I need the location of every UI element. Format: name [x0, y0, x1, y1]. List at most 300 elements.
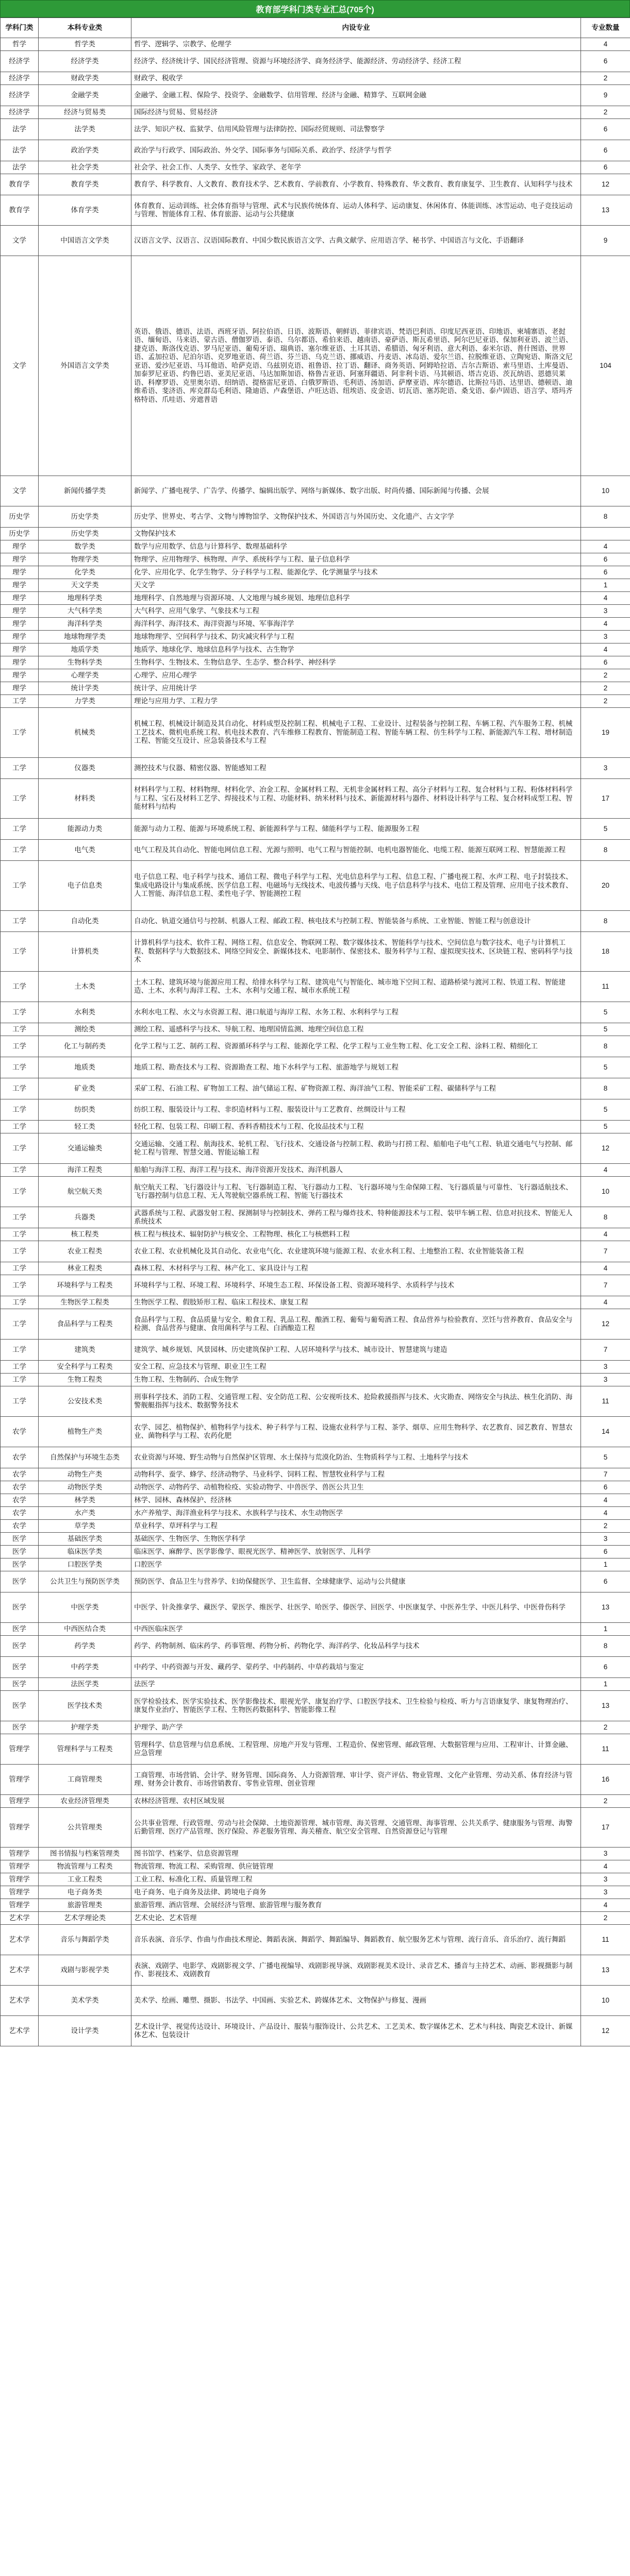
cell-category: 工学	[1, 1361, 39, 1374]
table-row	[1, 140, 630, 161]
cell-category: 工学	[1, 1241, 39, 1262]
table-row	[1, 1721, 630, 1734]
cell-category: 理学	[1, 579, 39, 592]
cell-class: 兵器类	[39, 1207, 131, 1228]
cell-majors: 计算机科学与技术、软件工程、网络工程、信息安全、物联网工程、数字媒体技术、智能科学与技术、空间信息与数字技术、电子与计算机工程、数据科学与大数据技术、网络空间安全、新媒体技术、电影制作、保密技术、服务科学与工程、虚拟现实技术、区块链工程、密码科学与技术	[131, 932, 581, 972]
cell-class: 工商管理类	[39, 1765, 131, 1795]
table-row	[1, 1481, 630, 1494]
cell-class: 中药学类	[39, 1657, 131, 1678]
cell-class: 化学类	[39, 566, 131, 579]
cell-category: 历史学	[1, 506, 39, 528]
table-row	[1, 1986, 630, 2016]
table-title: 教育部学科门类专业汇总(705个)	[0, 0, 630, 18]
cell-count: 6	[581, 1571, 630, 1592]
cell-count: 4	[581, 1228, 630, 1241]
cell-count: 7	[581, 1275, 630, 1296]
table-row	[1, 1262, 630, 1275]
cell-category: 文学	[1, 256, 39, 476]
cell-class: 大气科学类	[39, 605, 131, 618]
cell-category: 管理学	[1, 1795, 39, 1808]
cell-count: 2	[581, 669, 630, 682]
cell-category: 工学	[1, 1340, 39, 1361]
cell-category: 法学	[1, 119, 39, 140]
cell-category: 工学	[1, 758, 39, 779]
cell-class: 电气类	[39, 840, 131, 861]
cell-majors: 国际经济与贸易、贸易经济	[131, 106, 581, 119]
header-class: 本科专业类	[39, 18, 131, 38]
cell-majors: 文物保护技术	[131, 528, 581, 540]
table-row	[1, 72, 630, 85]
table-row	[1, 506, 630, 528]
table-row	[1, 1078, 630, 1099]
table-row	[1, 861, 630, 911]
cell-majors: 草业科学、草坪科学与工程	[131, 1520, 581, 1533]
cell-category: 农学	[1, 1481, 39, 1494]
cell-category: 医学	[1, 1636, 39, 1657]
cell-majors: 电气工程及其自动化、智能电网信息工程、光源与照明、电气工程与智能控制、电机电器智能化、电缆工程、能源互联网工程、智慧能源工程	[131, 840, 581, 861]
cell-majors: 测控技术与仪器、精密仪器、智能感知工程	[131, 758, 581, 779]
cell-category: 理学	[1, 553, 39, 566]
cell-count: 11	[581, 1734, 630, 1765]
table-row	[1, 195, 630, 226]
cell-count: 18	[581, 932, 630, 972]
cell-category: 理学	[1, 605, 39, 618]
cell-category: 理学	[1, 566, 39, 579]
cell-category: 工学	[1, 861, 39, 911]
table-row	[1, 566, 630, 579]
cell-class: 轻工类	[39, 1121, 131, 1133]
table-row	[1, 1177, 630, 1207]
cell-class: 临床医学类	[39, 1546, 131, 1558]
cell-class: 数学类	[39, 540, 131, 553]
cell-class: 计算机类	[39, 932, 131, 972]
table-row	[1, 1296, 630, 1309]
cell-class: 纺织类	[39, 1099, 131, 1121]
table-row	[1, 708, 630, 758]
cell-count: 5	[581, 819, 630, 840]
cell-class: 经济与贸易类	[39, 106, 131, 119]
table-row	[1, 106, 630, 119]
cell-majors: 食品科学与工程、食品质量与安全、粮食工程、乳品工程、酿酒工程、葡萄与葡萄酒工程、食品营养与检验教育、烹饪与营养教育、食品安全与检测、食品营养与健康、食用菌科学与工程、白酒酿造工程	[131, 1309, 581, 1340]
cell-majors: 采矿工程、石油工程、矿物加工工程、油气储运工程、矿物资源工程、海洋油气工程、智能采矿工程、碳储科学与工程	[131, 1078, 581, 1099]
table-row	[1, 38, 630, 51]
cell-class: 地质学类	[39, 643, 131, 656]
cell-count: 8	[581, 840, 630, 861]
cell-count: 10	[581, 1177, 630, 1207]
table-row	[1, 618, 630, 631]
cell-class: 动物医学类	[39, 1481, 131, 1494]
cell-class: 统计学类	[39, 682, 131, 695]
cell-majors: 公共事业管理、行政管理、劳动与社会保障、土地资源管理、城市管理、海关管理、交通管理、海事管理、公共关系学、健康服务与管理、海警后勤管理、医疗产品管理、医疗保险、养老服务管理、海关稽查、航空安全管理、自然资源登记与管理	[131, 1808, 581, 1848]
table-row	[1, 819, 630, 840]
table-row	[1, 1374, 630, 1386]
cell-count: 5	[581, 1023, 630, 1036]
cell-category: 医学	[1, 1558, 39, 1571]
cell-category: 管理学	[1, 1886, 39, 1899]
table-row	[1, 1848, 630, 1860]
cell-majors: 哲学、逻辑学、宗教学、伦理学	[131, 38, 581, 51]
table-row	[1, 1546, 630, 1558]
cell-class: 法医学类	[39, 1678, 131, 1691]
table-row	[1, 779, 630, 819]
cell-majors: 海洋科学、海洋技术、海洋资源与环境、军事海洋学	[131, 618, 581, 631]
cell-class: 经济学类	[39, 51, 131, 72]
cell-class: 林业工程类	[39, 1262, 131, 1275]
cell-count: 19	[581, 708, 630, 758]
table-row	[1, 1133, 630, 1164]
cell-count: 17	[581, 1808, 630, 1848]
cell-class: 外国语言文学类	[39, 256, 131, 476]
cell-category: 管理学	[1, 1848, 39, 1860]
cell-count: 3	[581, 631, 630, 643]
cell-majors: 法医学	[131, 1678, 581, 1691]
cell-majors: 地质学、地球化学、地球信息科学与技术、古生物学	[131, 643, 581, 656]
table-row	[1, 656, 630, 669]
cell-category: 理学	[1, 656, 39, 669]
cell-majors: 农业工程、农业机械化及其自动化、农业电气化、农业建筑环境与能源工程、农业水利工程、土地整治工程、农业智能装备工程	[131, 1241, 581, 1262]
cell-majors: 医学检验技术、医学实验技术、医学影像技术、眼视光学、康复治疗学、口腔医学技术、卫生检验与检疫、听力与言语康复学、康复物理治疗、康复作业治疗、智能医学工程、生物医药数据科学、智能影像工程	[131, 1691, 581, 1721]
cell-category: 农学	[1, 1507, 39, 1520]
table-row	[1, 1057, 630, 1078]
cell-category: 经济学	[1, 85, 39, 106]
cell-count: 7	[581, 1241, 630, 1262]
cell-majors: 物理学、应用物理学、核物理、声学、系统科学与工程、量子信息科学	[131, 553, 581, 566]
cell-majors: 数学与应用数学、信息与计算科学、数理基础科学	[131, 540, 581, 553]
cell-class: 植物生产类	[39, 1417, 131, 1447]
cell-category: 文学	[1, 476, 39, 506]
table-row	[1, 1002, 630, 1023]
cell-class: 财政学类	[39, 72, 131, 85]
cell-count: 3	[581, 1873, 630, 1886]
cell-majors: 航空航天工程、飞行器设计与工程、飞行器制造工程、飞行器动力工程、飞行器环境与生命保障工程、飞行器质量与可靠性、飞行器适航技术、飞行器控制与信息工程、无人驾驶航空器系统工程、智能飞行器技术	[131, 1177, 581, 1207]
cell-count: 1	[581, 579, 630, 592]
cell-class: 食品科学与工程类	[39, 1309, 131, 1340]
cell-class: 材料类	[39, 779, 131, 819]
table-row	[1, 1417, 630, 1447]
cell-class: 草学类	[39, 1520, 131, 1533]
cell-class: 林学类	[39, 1494, 131, 1507]
cell-category: 理学	[1, 682, 39, 695]
cell-class: 政治学类	[39, 140, 131, 161]
cell-class: 自动化类	[39, 911, 131, 932]
cell-majors: 生物医学工程、假肢矫形工程、临床工程技术、康复工程	[131, 1296, 581, 1309]
cell-majors: 动物科学、蚕学、蜂学、经济动物学、马业科学、饲料工程、智慧牧业科学与工程	[131, 1468, 581, 1481]
cell-count: 6	[581, 119, 630, 140]
cell-class: 地球物理学类	[39, 631, 131, 643]
table-row	[1, 1899, 630, 1912]
cell-majors: 材料科学与工程、材料物理、材料化学、冶金工程、金属材料工程、无机非金属材料工程、高分子材料与工程、复合材料与工程、粉体材料科学与工程、宝石及材料工艺学、焊接技术与工程、功能材料、纳米材料与技术、新能源材料与器件、材料设计科学与工程、复合材料成型工程、智能材料与结构	[131, 779, 581, 819]
cell-count: 3	[581, 605, 630, 618]
cell-category: 管理学	[1, 1860, 39, 1873]
table-row	[1, 1765, 630, 1795]
cell-count: 2	[581, 72, 630, 85]
table-row	[1, 1309, 630, 1340]
table-row	[1, 1592, 630, 1623]
cell-class: 海洋科学类	[39, 618, 131, 631]
cell-class: 交通运输类	[39, 1133, 131, 1164]
table-row	[1, 1734, 630, 1765]
cell-majors: 农学、园艺、植物保护、植物科学与技术、种子科学与工程、设施农业科学与工程、茶学、烟草、应用生物科学、农艺教育、园艺教育、智慧农业、菌物科学与工程、农药化肥	[131, 1417, 581, 1447]
cell-class: 农业经济管理类	[39, 1795, 131, 1808]
cell-count: 6	[581, 140, 630, 161]
cell-category: 农学	[1, 1520, 39, 1533]
cell-count: 12	[581, 1309, 630, 1340]
cell-category: 医学	[1, 1657, 39, 1678]
cell-class: 历史学类	[39, 506, 131, 528]
cell-category: 工学	[1, 1164, 39, 1177]
cell-class: 心理学类	[39, 669, 131, 682]
cell-majors: 地理科学、自然地理与资源环境、人文地理与城乡规划、地理信息科学	[131, 592, 581, 605]
cell-class: 仪器类	[39, 758, 131, 779]
cell-category: 管理学	[1, 1899, 39, 1912]
cell-class: 社会学类	[39, 161, 131, 174]
cell-class: 教育学类	[39, 174, 131, 195]
table-row	[1, 226, 630, 256]
table-row	[1, 1623, 630, 1636]
cell-count: 4	[581, 592, 630, 605]
cell-majors: 理论与应用力学、工程力学	[131, 695, 581, 708]
cell-count: 1	[581, 1623, 630, 1636]
cell-category: 工学	[1, 1057, 39, 1078]
cell-count: 4	[581, 1860, 630, 1873]
cell-majors: 体育教育、运动训练、社会体育指导与管理、武术与民族传统体育、运动人体科学、运动康复、休闲体育、体能训练、冰雪运动、电子竞技运动与管理、智能体育工程、体育旅游、运动与公共健康	[131, 195, 581, 226]
cell-category: 管理学	[1, 1808, 39, 1848]
cell-category: 工学	[1, 1121, 39, 1133]
cell-class: 艺术学理论类	[39, 1912, 131, 1925]
cell-count: 10	[581, 1986, 630, 2016]
cell-count: 11	[581, 972, 630, 1002]
cell-category: 艺术学	[1, 2016, 39, 2046]
cell-class: 安全科学与工程类	[39, 1361, 131, 1374]
cell-category: 工学	[1, 819, 39, 840]
cell-category: 工学	[1, 932, 39, 972]
cell-category: 经济学	[1, 72, 39, 85]
table-row	[1, 1860, 630, 1873]
cell-category: 农学	[1, 1468, 39, 1481]
table-row	[1, 51, 630, 72]
table-row	[1, 840, 630, 861]
cell-class: 图书情报与档案管理类	[39, 1848, 131, 1860]
header-category: 学科门类	[1, 18, 39, 38]
cell-class: 药学类	[39, 1636, 131, 1657]
cell-class: 法学类	[39, 119, 131, 140]
cell-count: 5	[581, 1099, 630, 1121]
cell-majors: 工业工程、标准化工程、质量管理工程	[131, 1873, 581, 1886]
table-row	[1, 1164, 630, 1177]
cell-count: 3	[581, 1886, 630, 1899]
cell-category: 艺术学	[1, 1925, 39, 1955]
cell-category: 农学	[1, 1447, 39, 1468]
cell-count: 3	[581, 1848, 630, 1860]
table-row	[1, 1571, 630, 1592]
table-row	[1, 972, 630, 1002]
cell-count: 6	[581, 1657, 630, 1678]
cell-count: 12	[581, 1133, 630, 1164]
cell-majors: 纺织工程、服装设计与工程、非织造材料与工程、服装设计与工艺教育、丝绸设计与工程	[131, 1099, 581, 1121]
cell-class: 生物医学工程类	[39, 1296, 131, 1309]
cell-category: 工学	[1, 1036, 39, 1057]
table-row	[1, 643, 630, 656]
cell-category: 理学	[1, 540, 39, 553]
cell-count: 6	[581, 1546, 630, 1558]
cell-class: 电子信息类	[39, 861, 131, 911]
cell-category: 理学	[1, 669, 39, 682]
cell-count: 5	[581, 1447, 630, 1468]
cell-count: 2	[581, 695, 630, 708]
cell-class: 中医学类	[39, 1592, 131, 1623]
cell-class: 环境科学与工程类	[39, 1275, 131, 1296]
cell-majors: 英语、俄语、德语、法语、西班牙语、阿拉伯语、日语、波斯语、朝鲜语、菲律宾语、梵语巴利语、印度尼西亚语、印地语、柬埔寨语、老挝语、缅甸语、马来语、蒙古语、僧伽罗语、泰语、乌尔都语、希伯来语、越南语、豪萨语、斯瓦希里语、阿尔巴尼亚语、保加利亚语、波兰语、捷克语、斯洛伐克语、罗马尼亚语、葡萄牙语、瑞典语、塞尔维亚语、土耳其语、希腊语、匈牙利语、意大利语、泰米尔语、普什图语、世界语、孟加拉语、尼泊尔语、克罗地亚语、荷兰语、芬兰语、乌克兰语、挪威语、丹麦语、冰岛语、爱尔兰语、拉脱维亚语、立陶宛语、斯洛文尼亚语、爱沙尼亚语、马耳他语、哈萨克语、乌兹别克语、祖鲁语、拉丁语、翻译、商务英语、阿姆哈拉语、吉尔吉斯语、索马里语、土库曼语、加泰罗尼亚语、约鲁巴语、亚美尼亚语、马达加斯加语、格鲁吉亚语、阿塞拜疆语、阿非利卡语、马其顿语、塔吉克语、茨瓦纳语、恩德贝莱语、科摩罗语、克里奥尔语、绍纳语、提格雷尼亚语、白俄罗斯语、毛利语、汤加语、萨摩亚语、库尔德语、比斯拉马语、达里语、德顿语、迪维希语、斐济语、库克群岛毛利语、隆迪语、卢森堡语、卢旺达语、纽埃语、皮金语、切瓦语、塞苏陀语、桑戈语、泰卢固语、语言学、塔玛齐格特语、爪哇语、旁遮普语	[131, 256, 581, 476]
cell-majors: 动物医学、动物药学、动植物检疫、实验动物学、中兽医学、兽医公共卫生	[131, 1481, 581, 1494]
cell-count: 12	[581, 2016, 630, 2046]
cell-majors: 财政学、税收学	[131, 72, 581, 85]
cell-count: 2	[581, 1912, 630, 1925]
cell-class: 新闻传播学类	[39, 476, 131, 506]
cell-majors: 中药学、中药资源与开发、藏药学、蒙药学、中药制药、中草药栽培与鉴定	[131, 1657, 581, 1678]
cell-count: 13	[581, 1592, 630, 1623]
cell-class: 海洋工程类	[39, 1164, 131, 1177]
cell-majors: 地球物理学、空间科学与技术、防灾减灾科学与工程	[131, 631, 581, 643]
table-row	[1, 1507, 630, 1520]
cell-category: 理学	[1, 631, 39, 643]
cell-category: 艺术学	[1, 1912, 39, 1925]
cell-category: 管理学	[1, 1765, 39, 1795]
cell-class: 农业工程类	[39, 1241, 131, 1262]
cell-count: 13	[581, 1955, 630, 1986]
cell-majors: 森林工程、木材科学与工程、林产化工、家具设计与工程	[131, 1262, 581, 1275]
table-header-row	[1, 18, 630, 38]
cell-majors: 临床医学、麻醉学、医学影像学、眼视光医学、精神医学、放射医学、儿科学	[131, 1546, 581, 1558]
cell-category: 工学	[1, 779, 39, 819]
cell-category: 工学	[1, 1023, 39, 1036]
table-row	[1, 540, 630, 553]
table-row	[1, 932, 630, 972]
cell-category: 医学	[1, 1592, 39, 1623]
majors-table	[0, 18, 630, 2046]
cell-category: 工学	[1, 911, 39, 932]
cell-count: 4	[581, 618, 630, 631]
cell-majors: 表演、戏剧学、电影学、戏剧影视文学、广播电视编导、戏剧影视导演、戏剧影视美术设计、录音艺术、播音与主持艺术、动画、影视摄影与制作、影视技术、戏剧教育	[131, 1955, 581, 1986]
cell-count: 5	[581, 1057, 630, 1078]
cell-count: 8	[581, 911, 630, 932]
table-row	[1, 1099, 630, 1121]
cell-count: 8	[581, 1636, 630, 1657]
cell-count: 20	[581, 861, 630, 911]
cell-category: 经济学	[1, 106, 39, 119]
cell-category: 管理学	[1, 1873, 39, 1886]
cell-category: 法学	[1, 161, 39, 174]
cell-majors: 轻化工程、包装工程、印刷工程、香料香精技术与工程、化妆品技术与工程	[131, 1121, 581, 1133]
cell-class: 护理学类	[39, 1721, 131, 1734]
cell-class: 美术学类	[39, 1986, 131, 2016]
cell-majors: 音乐表演、音乐学、作曲与作曲技术理论、舞蹈表演、舞蹈学、舞蹈编导、舞蹈教育、航空服务艺术与管理、流行音乐、音乐治疗、流行舞蹈	[131, 1925, 581, 1955]
cell-count: 4	[581, 1296, 630, 1309]
cell-majors: 武器系统与工程、武器发射工程、探测制导与控制技术、弹药工程与爆炸技术、特种能源技术与工程、装甲车辆工程、信息对抗技术、智能无人系统技术	[131, 1207, 581, 1228]
cell-class: 哲学类	[39, 38, 131, 51]
cell-category: 艺术学	[1, 1986, 39, 2016]
cell-majors: 生物科学、生物技术、生物信息学、生态学、整合科学、神经科学	[131, 656, 581, 669]
cell-majors: 口腔医学	[131, 1558, 581, 1571]
table-row	[1, 1636, 630, 1657]
cell-category: 工学	[1, 1374, 39, 1386]
cell-category: 工学	[1, 708, 39, 758]
cell-category: 医学	[1, 1533, 39, 1546]
cell-count: 4	[581, 1507, 630, 1520]
cell-category: 经济学	[1, 51, 39, 72]
cell-category: 工学	[1, 840, 39, 861]
cell-category: 哲学	[1, 38, 39, 51]
table-row	[1, 1275, 630, 1296]
cell-class: 电子商务类	[39, 1886, 131, 1899]
cell-count: 4	[581, 1899, 630, 1912]
table-row	[1, 1691, 630, 1721]
cell-majors: 教育学、科学教育、人文教育、教育技术学、艺术教育、学前教育、小学教育、特殊教育、华文教育、教育康复学、卫生教育、认知科学与技术	[131, 174, 581, 195]
cell-majors: 测绘工程、遥感科学与技术、导航工程、地理国情监测、地理空间信息工程	[131, 1023, 581, 1036]
cell-class: 水利类	[39, 1002, 131, 1023]
cell-majors: 农林经济管理、农村区域发展	[131, 1795, 581, 1808]
cell-majors: 历史学、世界史、考古学、文物与博物馆学、文物保护技术、外国语言与外国历史、文化遗产、古文字学	[131, 506, 581, 528]
cell-count: 11	[581, 1925, 630, 1955]
cell-category: 工学	[1, 1296, 39, 1309]
cell-count: 5	[581, 1121, 630, 1133]
table-row	[1, 605, 630, 618]
cell-count: 2	[581, 1520, 630, 1533]
cell-class: 天文学类	[39, 579, 131, 592]
table-row	[1, 1533, 630, 1546]
cell-category: 工学	[1, 695, 39, 708]
table-row	[1, 174, 630, 195]
table-row	[1, 1657, 630, 1678]
table-row	[1, 1241, 630, 1262]
cell-count: 6	[581, 1481, 630, 1494]
table-row	[1, 1340, 630, 1361]
cell-category: 工学	[1, 1275, 39, 1296]
cell-count: 4	[581, 1262, 630, 1275]
cell-category: 艺术学	[1, 1955, 39, 1986]
cell-count: 2	[581, 1721, 630, 1734]
table-row	[1, 85, 630, 106]
header-majors: 内设专业	[131, 18, 581, 38]
table-row	[1, 911, 630, 932]
cell-count: 8	[581, 506, 630, 528]
cell-category: 医学	[1, 1623, 39, 1636]
table-row	[1, 1228, 630, 1241]
table-row	[1, 1468, 630, 1481]
cell-class: 金融学类	[39, 85, 131, 106]
cell-majors: 生物工程、生物制药、合成生物学	[131, 1374, 581, 1386]
cell-class: 航空航天类	[39, 1177, 131, 1207]
cell-class: 设计学类	[39, 2016, 131, 2046]
cell-class: 机械类	[39, 708, 131, 758]
cell-majors: 化学、应用化学、化学生物学、分子科学与工程、能源化学、化学测量学与技术	[131, 566, 581, 579]
cell-count: 7	[581, 1340, 630, 1361]
cell-category: 教育学	[1, 174, 39, 195]
cell-count: 8	[581, 1207, 630, 1228]
cell-count: 4	[581, 1494, 630, 1507]
cell-majors: 图书馆学、档案学、信息资源管理	[131, 1848, 581, 1860]
table-row	[1, 1386, 630, 1417]
cell-majors: 政治学与行政学、国际政治、外交学、国际事务与国际关系、政治学、经济学与哲学	[131, 140, 581, 161]
table-row	[1, 1886, 630, 1899]
cell-majors: 统计学、应用统计学	[131, 682, 581, 695]
table-row	[1, 1361, 630, 1374]
cell-count: 1	[581, 1558, 630, 1571]
table-row	[1, 553, 630, 566]
cell-majors: 刑事科学技术、消防工程、交通管理工程、安全防范工程、公安视听技术、抢险救援指挥与技术、火灾勘查、网络安全与执法、核生化消防、海警舰艇指挥与技术、数据警务技术	[131, 1386, 581, 1417]
cell-majors: 林学、园林、森林保护、经济林	[131, 1494, 581, 1507]
cell-majors: 金融学、金融工程、保险学、投资学、金融数学、信用管理、经济与金融、精算学、互联网金融	[131, 85, 581, 106]
cell-count: 6	[581, 553, 630, 566]
